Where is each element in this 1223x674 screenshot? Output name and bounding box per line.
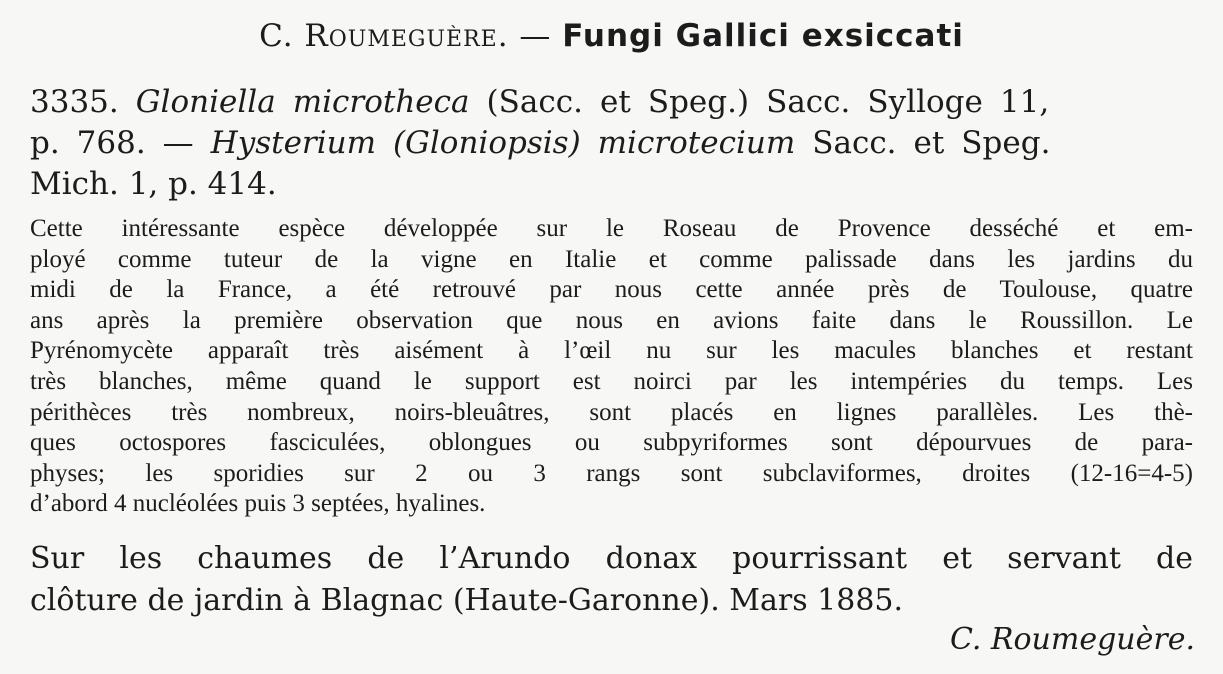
entry-line-1-rest: (Sacc. et Speg.) Sacc. Sylloge 11,	[486, 84, 1050, 120]
entry-number: 3335.	[30, 84, 119, 120]
header-separator: —	[519, 18, 552, 54]
entry-line-3: Mich. 1, p. 414.	[30, 166, 277, 202]
description-line: périthèces très nombreux, noirs-bleuâtres, sont placés en lignes parallèles. Les thè-	[30, 398, 1193, 426]
species-entry	[30, 82, 1193, 205]
signature: C. Roumeguère.	[949, 622, 1195, 657]
header	[0, 18, 1223, 54]
description-line: d’abord 4 nucléolées puis 3 septées, hyalines.	[30, 490, 486, 518]
habitat-line: Sur les chaumes de l’Arundo donax pourrissant et servant de	[30, 541, 1193, 576]
header-author: C. Roumeguère.	[259, 18, 509, 54]
description-line: physes; les sporidies sur 2 ou 3 rangs sont subclaviformes, droites (12-16=4-5)	[30, 459, 1193, 487]
description-line: ployé comme tuteur de la vigne en Italie et comme palissade dans les jardins du	[30, 245, 1193, 273]
entry-line-2	[30, 123, 1193, 164]
entry-line-2-start: p. 768. —	[30, 125, 194, 161]
description-line: midi de la France, a été retrouvé par nous cette année près de Toulouse, quatre	[30, 276, 1193, 304]
habitat-line: clôture de jardin à Blagnac (Haute-Garonne). Mars 1885.	[30, 583, 904, 618]
header-title: Fungi Gallici exsiccati	[562, 18, 964, 54]
entry-line-2-rest: Sacc. et Speg.	[812, 125, 1051, 161]
habitat	[30, 538, 1193, 622]
synonym-name: Hysterium (Gloniopsis) microtecium	[210, 125, 796, 161]
description-line: ans après la première observation que nous en avions faite dans le Roussillon. Le	[30, 306, 1193, 334]
description-line: très blanches, même quand le support est noirci par les intempéries du temps. Les	[30, 367, 1193, 395]
species-name: Gloniella microtheca	[135, 84, 470, 120]
description-line: Pyrénomycète apparaît très aisément à l’œil nu sur les macules blanches et restant	[30, 337, 1193, 365]
description-line: Cette intéressante espèce développée sur le Roseau de Provence desséché et em-	[30, 215, 1193, 242]
description-line: ques octospores fasciculées, oblongues ou subpyriformes sont dépourvues de para-	[30, 429, 1193, 457]
description	[30, 214, 1193, 520]
entry-line-1	[30, 82, 1193, 123]
